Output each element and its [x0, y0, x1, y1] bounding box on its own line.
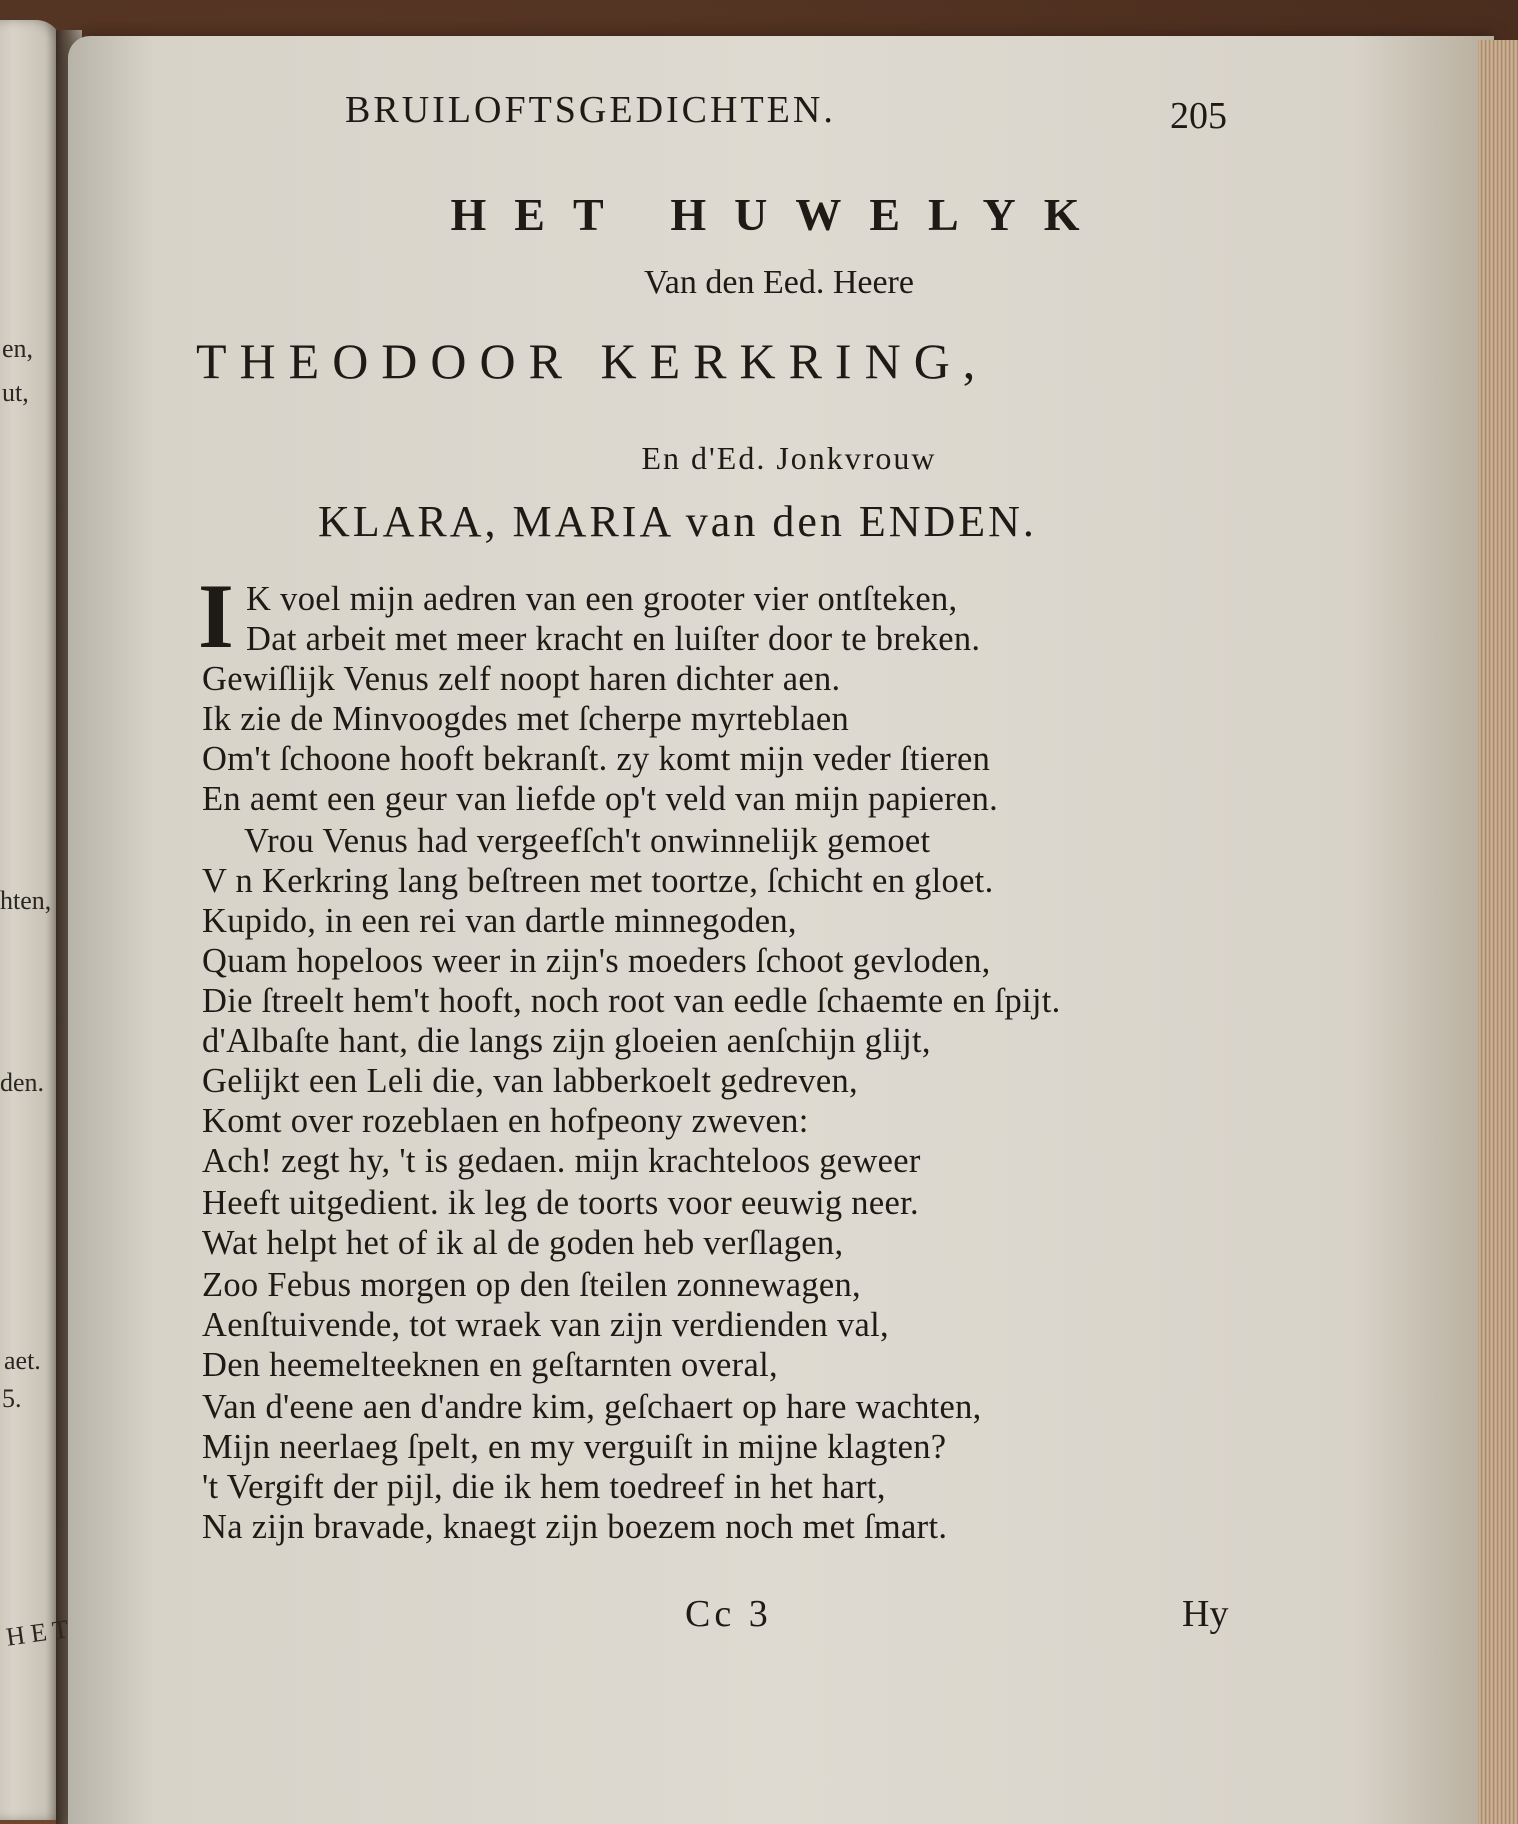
poem-title: HET HUWELYK	[450, 189, 1108, 240]
poem-line: d'Albaſte hant, die langs zijn gloeien aenſchijn glijt,	[202, 1022, 931, 1060]
poem-line: Kupido, in een rei van dartle minnegoden,	[202, 902, 797, 940]
drop-cap: I	[198, 565, 234, 667]
bride-intro: En d'Ed. Jonkvrouw	[641, 440, 937, 476]
poem-line: Na zijn bravade, knaegt zijn boezem noch met ſmart.	[202, 1508, 948, 1546]
groom-intro: Van den Eed. Heere	[644, 264, 914, 301]
left-page-fragment: ut,	[2, 378, 29, 407]
poem-line: Dat arbeit met meer kracht en luiſter door te breken.	[246, 620, 981, 658]
left-page-fragment: 5.	[2, 1384, 22, 1413]
poem-line: Aenſtuivende, tot wraek van zijn verdienden val,	[202, 1306, 889, 1344]
poem-line: Ach! zegt hy, 't is gedaen. mijn krachteloos geweer	[202, 1142, 921, 1180]
left-page-fragment: den.	[0, 1068, 45, 1097]
poem-line: 't Vergift der pijl, die ik hem toedreef in het hart,	[202, 1468, 886, 1506]
poem-line: Den heemelteeknen en geſtarnten overal,	[202, 1346, 778, 1384]
left-page-fragment: HET	[4, 1613, 77, 1652]
left-page-fragment: en,	[2, 334, 34, 363]
running-head: BRUILOFTSGEDICHTEN.	[345, 89, 836, 131]
catchword: Hy	[1182, 1593, 1229, 1635]
poem-line: Ik zie de Minvoogdes met ſcherpe myrteblaen	[202, 700, 850, 738]
poem-line: Komt over rozeblaen en hofpeony zweven:	[202, 1102, 809, 1140]
poem-line: Die ſtreelt hem't hooft, noch root van eedle ſchaemte en ſpijt.	[202, 982, 1061, 1020]
left-page-fragment: hten,	[0, 886, 52, 915]
poem-line: En aemt een geur van liefde op't veld van mijn papieren.	[202, 780, 999, 818]
left-page-fragment: aet.	[4, 1346, 41, 1375]
poem-line: Wat helpt het of ik al de goden heb verſlagen,	[202, 1224, 844, 1262]
poem-line: Mijn neerlaeg ſpelt, en my verguiſt in mijne klagten?	[202, 1428, 947, 1466]
bride-name: KLARA, MARIA van den ENDEN.	[318, 497, 1037, 546]
poem-line: Gelijkt een Leli die, van labberkoelt gedreven,	[202, 1062, 858, 1100]
poem-line: Heeft uitgedient. ik leg de toorts voor eeuwig neer.	[202, 1184, 919, 1222]
poem-line: Gewiſlijk Venus zelf noopt haren dichter aen.	[202, 660, 841, 698]
poem-line: V n Kerkring lang beſtreen met toortze, ſchicht en gloet.	[202, 862, 994, 900]
page-number: 205	[1170, 95, 1227, 137]
poem-line: Zoo Febus morgen op den ſteilen zonnewagen,	[202, 1266, 861, 1304]
poem-line: Van d'eene aen d'andre kim, geſchaert op hare wachten,	[202, 1388, 982, 1426]
poem-line: K voel mijn aedren van een grooter vier ontſteken,	[246, 580, 958, 618]
poem-line: Quam hopeloos weer in zijn's moeders ſchoot gevloden,	[202, 942, 991, 980]
signature-mark: Cc 3	[685, 1593, 772, 1635]
poem-line: Vrou Venus had vergeefſch't onwinnelijk gemoet	[244, 822, 931, 860]
groom-name: THEODOOR KERKRING,	[196, 333, 989, 389]
poem-line: Om't ſchoone hooft bekranſt. zy komt mijn veder ſtieren	[202, 740, 991, 778]
